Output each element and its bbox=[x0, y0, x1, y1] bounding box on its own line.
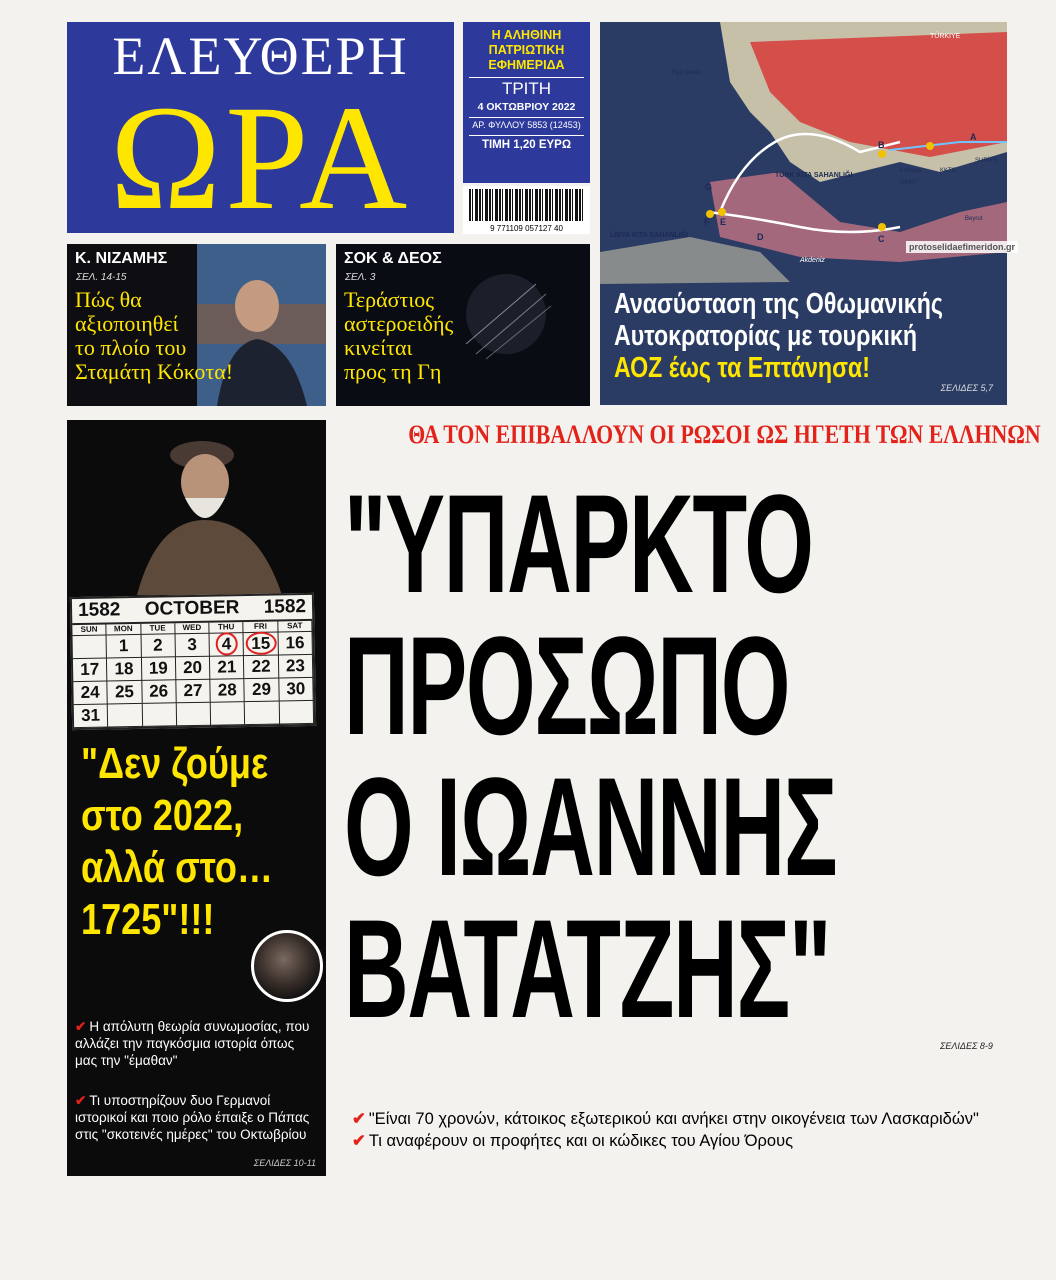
main-story-pages: ΣΕΛΙΔΕΣ 8-9 bbox=[940, 1041, 993, 1051]
map-label: C bbox=[878, 234, 885, 244]
tagline-line: Η ΑΛΗΘΙΝΗ bbox=[491, 28, 562, 42]
calendar-day: 1 bbox=[107, 635, 142, 659]
main-story-kicker: ΘΑ ΤΟΝ ΕΠΙΒΑΛΛΟΥΝ ΟΙ ΡΩΣΟΙ ΩΣ ΗΓΕΤΗ ΤΩΝ ΕΛΛΗΝΩΝ bbox=[408, 420, 1041, 449]
calendar-day: 22 bbox=[244, 656, 279, 680]
calendar-day-name: MON bbox=[107, 624, 141, 636]
quote-line: "Δεν ζούμε bbox=[81, 739, 269, 788]
check-icon: ✔ bbox=[75, 1019, 87, 1034]
watermark: protoselidaefimeridon.gr bbox=[906, 241, 1018, 253]
issue-price: ΤΙΜΗ 1,20 ΕΥΡΩ bbox=[469, 135, 584, 154]
main-headline-line: "ΥΠΑΡΚΤΟ bbox=[344, 465, 813, 622]
promo-kicker: Κ. ΝΙΖΑΜΗΣ bbox=[75, 250, 168, 267]
newspaper-title-main: ΩΡΑ bbox=[109, 75, 412, 241]
calendar-day: 23 bbox=[279, 655, 314, 679]
calendar-day bbox=[279, 701, 314, 725]
map-label: F bbox=[704, 217, 710, 227]
tagline bbox=[463, 22, 590, 73]
barcode bbox=[463, 186, 590, 234]
promo-asteroid-story[interactable] bbox=[336, 244, 590, 406]
calendar-day: 31 bbox=[74, 704, 109, 728]
calendar-day-name: SUN bbox=[72, 625, 106, 637]
calendar-day-name: SAT bbox=[278, 621, 312, 633]
calendar-year: 1582 bbox=[77, 599, 121, 621]
map-label: Akdeniz bbox=[800, 257, 825, 264]
calendar-day: 28 bbox=[210, 679, 245, 703]
map-promo[interactable] bbox=[600, 22, 1007, 405]
map-label: SURİYE bbox=[975, 158, 998, 164]
map-label: KKTC bbox=[940, 168, 957, 174]
main-headline-line: Ο ΙΩΑΝΝΗΣ bbox=[344, 748, 837, 905]
author-avatar bbox=[251, 930, 323, 1002]
promo-title-line: κινείται bbox=[344, 335, 413, 360]
calendar-day: 26 bbox=[142, 680, 177, 704]
calendar-day: 30 bbox=[279, 678, 314, 702]
map-label: G bbox=[705, 182, 713, 192]
calendar-day-name: WED bbox=[175, 623, 209, 635]
calendar-image bbox=[70, 593, 316, 730]
map-label: B bbox=[878, 140, 885, 150]
main-headline-line: ΒΑΤΑΤΖΗΣ" bbox=[344, 890, 831, 1047]
calendar-day bbox=[108, 704, 143, 728]
quote-line: στο 2022, bbox=[81, 791, 244, 840]
issue-info-box bbox=[463, 22, 590, 183]
issue-day: ΤΡΙΤΗ bbox=[469, 77, 584, 100]
issue-number: ΑΡ. ΦΥΛΛΟΥ 5853 (12453) bbox=[469, 117, 584, 133]
left-story-bullet: ✔ Τι υποστηρίζουν δυο Γερμανοί ιστορικοί και ποιο ρόλο έπαιξε ο Πάπας στις "σκοτεινές ημέρες" του Οκτωβρίου bbox=[75, 1093, 310, 1142]
calendar-day: 27 bbox=[176, 680, 211, 704]
calendar-day: 20 bbox=[176, 657, 211, 681]
check-icon: ✔ bbox=[75, 1093, 87, 1108]
masthead bbox=[67, 22, 454, 241]
promo-title-line: Σταμάτη Κόκοτα! bbox=[75, 359, 234, 384]
left-story-quote bbox=[81, 738, 315, 946]
check-icon: ✔ bbox=[352, 1110, 366, 1128]
check-icon: ✔ bbox=[352, 1132, 366, 1150]
calendar-day: 17 bbox=[73, 658, 108, 682]
map-headline bbox=[614, 288, 994, 384]
calendar-day: 16 bbox=[278, 632, 313, 656]
calendar-day: 3 bbox=[175, 634, 210, 658]
barcode-icon bbox=[469, 189, 583, 221]
barcode-number: 9 771109 057127 40 bbox=[490, 224, 563, 233]
promo-pages: ΣΕΛ. 3 bbox=[345, 272, 376, 283]
map-label: A bbox=[970, 132, 977, 142]
promo-title-line: αξιοποιηθεί bbox=[75, 311, 179, 336]
calendar-day bbox=[245, 701, 280, 725]
calendar-day bbox=[177, 703, 212, 727]
calendar-month: OCTOBER bbox=[144, 597, 240, 620]
calendar-day: 29 bbox=[245, 679, 280, 703]
calendar-day bbox=[142, 703, 177, 727]
map-headline-line: Αυτοκρατορίας με τουρκική bbox=[614, 320, 918, 352]
promo-title-line: προς τη Γη bbox=[344, 359, 442, 384]
map-label: Beyrut bbox=[965, 216, 983, 222]
map-label: Ege Denizi bbox=[672, 70, 702, 76]
calendar-day: 18 bbox=[107, 658, 142, 682]
calendar-grid bbox=[72, 621, 314, 728]
main-headline-line: ΠΡΟΣΩΠΟ bbox=[344, 607, 790, 764]
calendar-day: 2 bbox=[141, 634, 176, 658]
map-label: TÜRK KITA SAHANLIĞI bbox=[775, 172, 853, 179]
map-label: LİBYA KITA SAHANLIĞI bbox=[610, 232, 689, 239]
calendar-day bbox=[73, 636, 108, 660]
map-headline-highlight: ΑΟΖ έως τα Επτάνησα! bbox=[614, 352, 870, 384]
calendar-year: 1582 bbox=[263, 596, 307, 618]
calendar-day: 15 bbox=[244, 633, 279, 657]
map-label: GKRY bbox=[900, 180, 917, 186]
map-story-pages: ΣΕΛΙΔΕΣ 5,7 bbox=[940, 383, 993, 393]
promo-title-line: το πλοίο του bbox=[75, 335, 187, 360]
promo-kicker: ΣΟΚ & ΔΕΟΣ bbox=[344, 250, 442, 267]
tagline-line: ΠΑΤΡΙΩΤΙΚΗ bbox=[488, 43, 565, 57]
newspaper-title-top: ΕΛΕΥΘΕΡΗ bbox=[112, 26, 409, 86]
calendar-day-name: TUE bbox=[141, 623, 175, 635]
calendar-day bbox=[211, 702, 246, 726]
quote-line: 1725"!!! bbox=[81, 895, 215, 944]
promo-pages: ΣΕΛ. 14-15 bbox=[76, 272, 127, 283]
calendar-day: 21 bbox=[210, 656, 245, 680]
main-bullet-text: Τι αναφέρουν οι προφήτες και οι κώδικες του Αγίου Όρους bbox=[368, 1132, 794, 1150]
promo-ship-story[interactable] bbox=[67, 244, 326, 406]
issue-date: 4 ΟΚΤΩΒΡΙΟΥ 2022 bbox=[477, 101, 576, 113]
quote-line: αλλά στο… bbox=[81, 843, 273, 892]
left-story-bullet: ✔ Η απόλυτη θεωρία συνωμοσίας, που αλλάζει την παγκόσμια ιστορία όπως μας την "έμαθαν" bbox=[75, 1019, 310, 1068]
calendar-day-name: FRI bbox=[244, 622, 278, 634]
promo-title-line: Πώς θα bbox=[75, 287, 142, 312]
calendar-day: 25 bbox=[108, 681, 143, 705]
calendar-day: 24 bbox=[73, 681, 108, 705]
map-label: E bbox=[720, 217, 727, 227]
calendar-day: 4 bbox=[210, 633, 245, 657]
promo-title bbox=[75, 288, 233, 384]
promo-title-line: Τεράστιος bbox=[344, 287, 434, 312]
tagline-line: ΕΦΗΜΕΡΙΔΑ bbox=[488, 58, 565, 72]
calendar-day-name: THU bbox=[209, 622, 243, 634]
map-label: TÜRKIYE bbox=[930, 33, 961, 40]
main-bullet-text: "Είναι 70 χρονών, κάτοικος εξωτερικού και ανήκει στην οικογένεια των Λασκαριδών" bbox=[368, 1110, 979, 1128]
pope-portrait-image bbox=[67, 420, 326, 595]
promo-title bbox=[344, 288, 453, 384]
map-headline-line: Ανασύσταση της Οθωμανικής bbox=[614, 288, 943, 320]
calendar-day: 19 bbox=[141, 657, 176, 681]
left-story-pages: ΣΕΛΙΔΕΣ 10-11 bbox=[253, 1158, 316, 1168]
left-story-column[interactable] bbox=[67, 420, 326, 1176]
promo-title-line: αστεροειδής bbox=[344, 311, 454, 336]
main-story-bullets bbox=[352, 1108, 1004, 1152]
map-label: Lefkoşa bbox=[900, 168, 922, 174]
map-label: D bbox=[757, 232, 764, 242]
